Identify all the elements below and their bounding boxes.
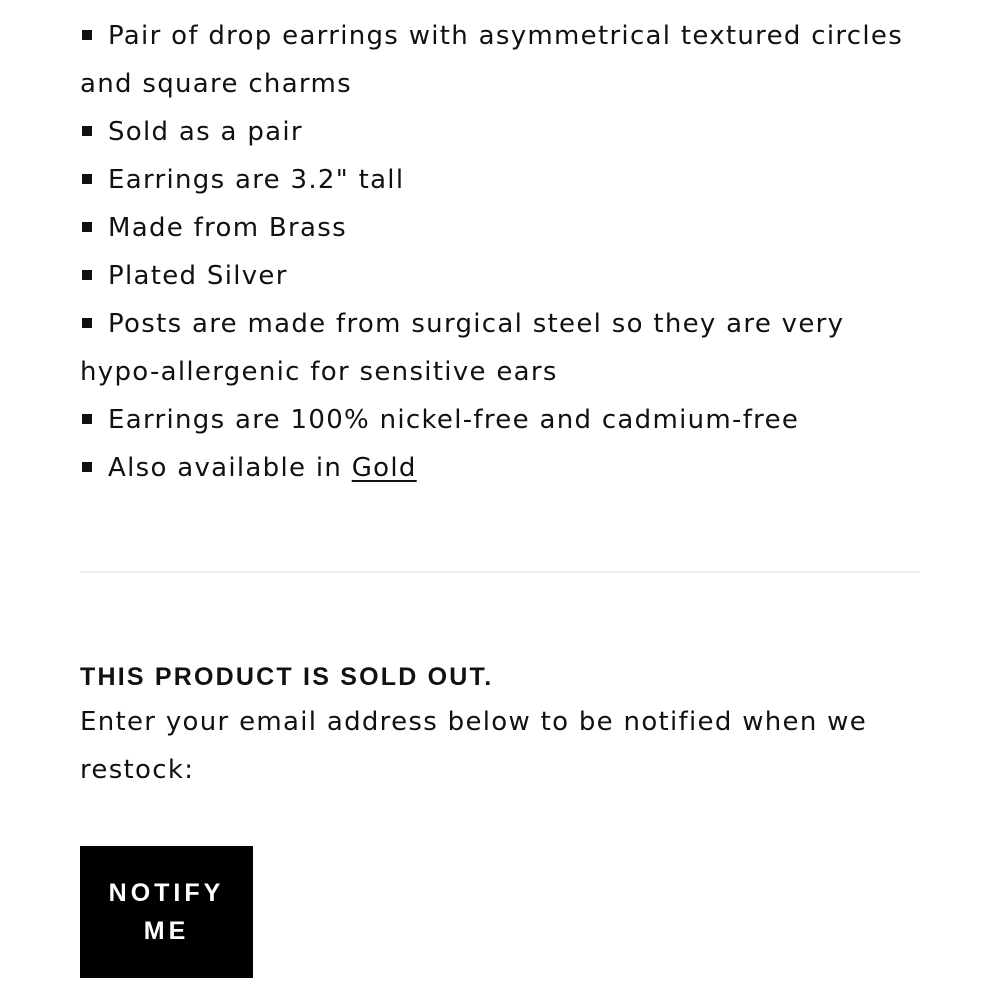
- restock-message: Enter your email address below to be notified when we restock:: [80, 707, 868, 785]
- list-item: [80, 252, 920, 300]
- product-description: [80, 12, 920, 492]
- bullet-icon: [82, 174, 92, 184]
- feature-text: Made from Brass: [108, 213, 347, 243]
- bullet-icon: [82, 462, 92, 472]
- notify-me-button[interactable]: NOTIFY ME: [80, 846, 253, 978]
- bullet-icon: [82, 126, 92, 136]
- sold-out-heading: THIS PRODUCT IS SOLD OUT.: [80, 663, 494, 691]
- bullet-icon: [82, 222, 92, 232]
- feature-text: Sold as a pair: [108, 117, 303, 147]
- bullet-icon: [82, 270, 92, 280]
- list-item: [80, 444, 920, 492]
- list-item: [80, 204, 920, 252]
- bullet-icon: [82, 30, 92, 40]
- feature-text: Pair of drop earrings with asymmetrical textured circles and square charms: [80, 21, 904, 99]
- feature-text: Plated Silver: [108, 261, 288, 291]
- feature-text: Posts are made from surgical steel so they are very hypo-allergenic for sensitive ears: [80, 309, 845, 387]
- list-item: [80, 108, 920, 156]
- sold-out-notice: [80, 657, 920, 794]
- feature-list: [80, 12, 920, 492]
- feature-text: Also available in: [108, 453, 352, 483]
- feature-text: Earrings are 3.2" tall: [108, 165, 405, 195]
- list-item: [80, 156, 920, 204]
- section-divider: [80, 571, 920, 573]
- gold-variant-link[interactable]: Gold: [351, 453, 417, 483]
- list-item: [80, 300, 920, 396]
- bullet-icon: [82, 318, 92, 328]
- list-item: [80, 12, 920, 108]
- list-item: [80, 396, 920, 444]
- feature-text: Earrings are 100% nickel-free and cadmium-free: [108, 405, 800, 435]
- bullet-icon: [82, 414, 92, 424]
